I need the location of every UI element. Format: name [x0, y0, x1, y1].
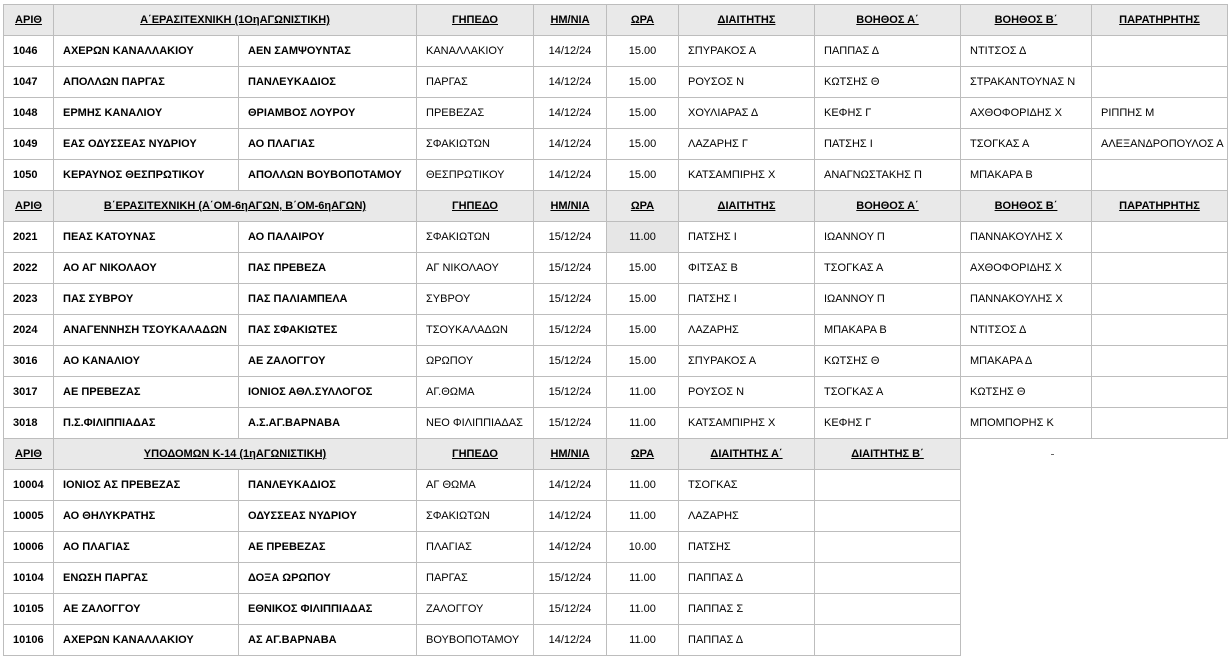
match-row [4, 594, 1228, 625]
home-team[interactable]: ΑΧΕΡΩΝ ΚΑΝΑΛΛΑΚΙΟΥ [54, 625, 239, 656]
away-team[interactable]: ΑΣ ΑΓ.ΒΑΡΝΑΒΑ [239, 625, 417, 656]
assistant-2[interactable]: ΠΑΝΝΑΚΟΥΛΗΣ Χ [961, 222, 1092, 253]
home-team[interactable]: ΕΑΣ ΟΔΥΣΣΕΑΣ ΝΥΔΡΙΟΥ [54, 129, 239, 160]
date[interactable]: 15/12/24 [534, 346, 607, 377]
home-team[interactable]: ΑΟ ΑΓ ΝΙΚΟΛΑΟΥ [54, 253, 239, 284]
date[interactable]: 14/12/24 [534, 160, 607, 191]
match-row [4, 36, 1228, 67]
header-referee-b[interactable]: ΔΙΑΙΤΗΤΗΣ Β΄ [815, 439, 961, 470]
field[interactable]: ΝΕΟ ΦΙΛΙΠΠΙΑΔΑΣ [417, 408, 534, 439]
home-team[interactable]: ΠΑΣ ΣΥΒΡΟΥ [54, 284, 239, 315]
time[interactable]: 15.00 [607, 129, 679, 160]
observer[interactable] [1092, 346, 1228, 377]
match-code[interactable]: 1047 [4, 67, 54, 98]
match-code[interactable]: 10104 [4, 563, 54, 594]
observer[interactable] [1092, 160, 1228, 191]
header-code[interactable]: ΑΡΙΘ [4, 191, 54, 222]
time[interactable]: 10.00 [607, 532, 679, 563]
match-row [4, 532, 1228, 563]
time[interactable]: 11.00 [607, 625, 679, 656]
header-code[interactable]: ΑΡΙΘ [4, 439, 54, 470]
header-date[interactable]: ΗΜ/ΝΙΑ [534, 439, 607, 470]
header-assistant-2[interactable]: ΒΟΗΘΟΣ Β΄ [961, 5, 1092, 36]
away-team[interactable]: ΑΠΟΛΛΩΝ ΒΟΥΒΟΠΟΤΑΜΟΥ [239, 160, 417, 191]
empty-cell [1092, 439, 1228, 470]
assistant-2[interactable]: ΚΩΤΣΗΣ Θ [961, 377, 1092, 408]
away-team[interactable]: ΠΑΣ ΣΦΑΚΙΩΤΕΣ [239, 315, 417, 346]
time[interactable]: 15.00 [607, 36, 679, 67]
match-code[interactable]: 1046 [4, 36, 54, 67]
assistant-1[interactable]: ΚΩΤΣΗΣ Θ [815, 346, 961, 377]
match-code[interactable]: 1048 [4, 98, 54, 129]
assistant-2[interactable]: ΝΤΙΤΣΟΣ Δ [961, 36, 1092, 67]
referee[interactable]: ΚΑΤΣΑΜΠΙΡΗΣ Χ [679, 160, 815, 191]
header-date[interactable]: ΗΜ/ΝΙΑ [534, 191, 607, 222]
match-row [4, 315, 1228, 346]
away-team[interactable]: ΠΑΣ ΠΑΛΙΑΜΠΕΛΑ [239, 284, 417, 315]
referee-a[interactable]: ΠΑΠΠΑΣ Δ [679, 563, 815, 594]
away-team[interactable]: ΑΕΝ ΣΑΜΨΟΥΝΤΑΣ [239, 36, 417, 67]
time[interactable]: 15.00 [607, 253, 679, 284]
field[interactable]: ΠΑΡΓΑΣ [417, 67, 534, 98]
assistant-2[interactable]: ΜΠΟΜΠΟΡΗΣ Κ [961, 408, 1092, 439]
away-team[interactable]: ΑΕ ΖΑΛΟΓΓΟΥ [239, 346, 417, 377]
time[interactable]: 11.00 [607, 501, 679, 532]
field[interactable]: ΣΦΑΚΙΩΤΩΝ [417, 129, 534, 160]
assistant-1[interactable]: ΙΩΑΝΝΟΥ Π [815, 284, 961, 315]
header-referee-a[interactable]: ΔΙΑΙΤΗΤΗΣ Α΄ [679, 439, 815, 470]
referee-b[interactable] [815, 594, 961, 625]
away-team[interactable]: ΠΑΣ ΠΡΕΒΕΖΑ [239, 253, 417, 284]
referee-b[interactable] [815, 501, 961, 532]
assistant-2[interactable]: ΤΣΟΓΚΑΣ Α [961, 129, 1092, 160]
date[interactable]: 14/12/24 [534, 470, 607, 501]
match-row [4, 625, 1228, 656]
section-header-row [4, 5, 1228, 36]
referee-b[interactable] [815, 625, 961, 656]
observer[interactable] [1092, 222, 1228, 253]
field[interactable]: ΒΟΥΒΟΠΟΤΑΜΟΥ [417, 625, 534, 656]
observer[interactable]: ΑΛΕΞΑΝΔΡΟΠΟΥΛΟΣ Α [1092, 129, 1228, 160]
match-row [4, 67, 1228, 98]
observer[interactable] [1092, 253, 1228, 284]
date[interactable]: 15/12/24 [534, 253, 607, 284]
section-title[interactable]: Α΄ΕΡΑΣΙΤΕΧΝΙΚΗ (1ΟηΑΓΩΝΙΣΤΙΚΗ) [54, 5, 417, 36]
referee-a[interactable]: ΠΑΤΣΗΣ [679, 532, 815, 563]
date[interactable]: 15/12/24 [534, 284, 607, 315]
observer[interactable] [1092, 67, 1228, 98]
match-code[interactable]: 2023 [4, 284, 54, 315]
section-title[interactable]: ΥΠΟΔΟΜΩΝ Κ-14 (1ηΑΓΩΝΙΣΤΙΚΗ) [54, 439, 417, 470]
assistant-2[interactable]: ΑΧΘΟΦΟΡΙΔΗΣ Χ [961, 98, 1092, 129]
referee[interactable]: ΠΑΤΣΗΣ Ι [679, 284, 815, 315]
home-team[interactable]: ΠΕΑΣ ΚΑΤΟΥΝΑΣ [54, 222, 239, 253]
match-code[interactable]: 3018 [4, 408, 54, 439]
header-field[interactable]: ΓΗΠΕΔΟ [417, 191, 534, 222]
home-team[interactable]: ΑΠΟΛΛΩΝ ΠΑΡΓΑΣ [54, 67, 239, 98]
time[interactable]: 11.00 [607, 563, 679, 594]
referee-a[interactable]: ΠΑΠΠΑΣ Δ [679, 625, 815, 656]
referee[interactable]: ΧΟΥΛΙΑΡΑΣ Δ [679, 98, 815, 129]
observer[interactable]: ΡΙΠΠΗΣ Μ [1092, 98, 1228, 129]
header-code[interactable]: ΑΡΙΘ [4, 5, 54, 36]
assistant-2[interactable]: ΠΑΝΝΑΚΟΥΛΗΣ Χ [961, 284, 1092, 315]
referee-a[interactable]: ΛΑΖΑΡΗΣ [679, 501, 815, 532]
home-team[interactable]: ΑΟ ΚΑΝΑΛΙΟΥ [54, 346, 239, 377]
header-observer[interactable]: ΠΑΡΑΤΗΡΗΤΗΣ [1092, 191, 1228, 222]
away-team[interactable]: ΑΕ ΠΡΕΒΕΖΑΣ [239, 532, 417, 563]
match-code[interactable]: 10106 [4, 625, 54, 656]
home-team[interactable]: ΕΡΜΗΣ ΚΑΝΑΛΙΟΥ [54, 98, 239, 129]
referee-b[interactable] [815, 470, 961, 501]
time[interactable]: 11.00 [607, 408, 679, 439]
field[interactable]: ΠΑΡΓΑΣ [417, 563, 534, 594]
match-row [4, 129, 1228, 160]
home-team[interactable]: ΑΟ ΠΛΑΓΙΑΣ [54, 532, 239, 563]
observer[interactable] [1092, 408, 1228, 439]
home-team[interactable]: ΑΟ ΘΗΛΥΚΡΑΤΗΣ [54, 501, 239, 532]
home-team[interactable]: ΑΕ ΠΡΕΒΕΖΑΣ [54, 377, 239, 408]
date[interactable]: 14/12/24 [534, 67, 607, 98]
referee-b[interactable] [815, 563, 961, 594]
assistant-1[interactable]: ΑΝΑΓΝΩΣΤΑΚΗΣ Π [815, 160, 961, 191]
home-team[interactable]: ΕΝΩΣΗ ΠΑΡΓΑΣ [54, 563, 239, 594]
field[interactable]: ΤΣΟΥΚΑΛΑΔΩΝ [417, 315, 534, 346]
header-field[interactable]: ΓΗΠΕΔΟ [417, 5, 534, 36]
away-team[interactable]: ΕΘΝΙΚΟΣ ΦΙΛΙΠΠΙΑΔΑΣ [239, 594, 417, 625]
match-row [4, 563, 1228, 594]
match-code[interactable]: 10105 [4, 594, 54, 625]
away-team[interactable]: ΙΟΝΙΟΣ ΑΘΛ.ΣΥΛΛΟΓΟΣ [239, 377, 417, 408]
home-team[interactable]: ΚΕΡΑΥΝΟΣ ΘΕΣΠΡΩΤΙΚΟΥ [54, 160, 239, 191]
time[interactable]: 15.00 [607, 284, 679, 315]
referee-a[interactable]: ΤΣΟΓΚΑΣ [679, 470, 815, 501]
match-code[interactable]: 10004 [4, 470, 54, 501]
time[interactable]: 15.00 [607, 67, 679, 98]
header-referee[interactable]: ΔΙΑΙΤΗΤΗΣ [679, 191, 815, 222]
referee[interactable]: ΣΠΥΡΑΚΟΣ Α [679, 346, 815, 377]
match-row [4, 408, 1228, 439]
field[interactable]: ΣΥΒΡΟΥ [417, 284, 534, 315]
date[interactable]: 15/12/24 [534, 594, 607, 625]
match-row [4, 501, 1228, 532]
assistant-2[interactable]: ΑΧΘΟΦΟΡΙΔΗΣ Χ [961, 253, 1092, 284]
match-row [4, 470, 1228, 501]
observer[interactable] [1092, 377, 1228, 408]
field[interactable]: ΘΕΣΠΡΩΤΙΚΟΥ [417, 160, 534, 191]
field[interactable]: ΚΑΝΑΛΛΑΚΙΟΥ [417, 36, 534, 67]
home-team[interactable]: ΑΧΕΡΩΝ ΚΑΝΑΛΛΑΚΙΟΥ [54, 36, 239, 67]
header-assistant-1[interactable]: ΒΟΗΘΟΣ Α΄ [815, 191, 961, 222]
match-row [4, 160, 1228, 191]
referee[interactable]: ΛΑΖΑΡΗΣ [679, 315, 815, 346]
away-team[interactable]: ΠΑΝΛΕΥΚΑΔΙΟΣ [239, 470, 417, 501]
away-team[interactable]: ΑΟ ΠΑΛΑΙΡΟΥ [239, 222, 417, 253]
assistant-2[interactable]: ΣΤΡΑΚΑΝΤΟΥΝΑΣ Ν [961, 67, 1092, 98]
referee[interactable]: ΠΑΤΣΗΣ Ι [679, 222, 815, 253]
match-row [4, 98, 1228, 129]
date[interactable]: 14/12/24 [534, 98, 607, 129]
observer[interactable] [1092, 284, 1228, 315]
match-code[interactable]: 10006 [4, 532, 54, 563]
assistant-1[interactable]: ΠΑΠΠΑΣ Δ [815, 36, 961, 67]
match-row [4, 222, 1228, 253]
assistant-1[interactable]: ΚΕΦΗΣ Γ [815, 408, 961, 439]
assistant-1[interactable]: ΚΕΦΗΣ Γ [815, 98, 961, 129]
assistant-1[interactable]: ΚΩΤΣΗΣ Θ [815, 67, 961, 98]
header-field[interactable]: ΓΗΠΕΔΟ [417, 439, 534, 470]
section-title[interactable]: Β΄ΕΡΑΣΙΤΕΧΝΙΚΗ (Α΄ΟΜ-6ηΑΓΩΝ, Β΄ΟΜ-6ηΑΓΩΝ) [54, 191, 417, 222]
match-row [4, 284, 1228, 315]
header-referee[interactable]: ΔΙΑΙΤΗΤΗΣ [679, 5, 815, 36]
home-team[interactable]: Π.Σ.ΦΙΛΙΠΠΙΑΔΑΣ [54, 408, 239, 439]
match-schedule-sheet [3, 4, 1228, 656]
assistant-2[interactable]: ΜΠΑΚΑΡΑ Β [961, 160, 1092, 191]
field[interactable]: ΣΦΑΚΙΩΤΩΝ [417, 501, 534, 532]
assistant-2[interactable]: ΝΤΙΤΣΟΣ Δ [961, 315, 1092, 346]
match-code[interactable]: 3017 [4, 377, 54, 408]
date[interactable]: 14/12/24 [534, 501, 607, 532]
date[interactable]: 14/12/24 [534, 36, 607, 67]
time[interactable]: 11.00 [607, 594, 679, 625]
date[interactable]: 14/12/24 [534, 532, 607, 563]
assistant-1[interactable]: ΠΑΤΣΗΣ Ι [815, 129, 961, 160]
home-team[interactable]: ΙΟΝΙΟΣ ΑΣ ΠΡΕΒΕΖΑΣ [54, 470, 239, 501]
match-code[interactable]: 2022 [4, 253, 54, 284]
match-row [4, 253, 1228, 284]
header-observer[interactable]: ΠΑΡΑΤΗΡΗΤΗΣ [1092, 5, 1228, 36]
field[interactable]: ΑΓ.ΘΩΜΑ [417, 377, 534, 408]
section-header-row [4, 439, 1228, 470]
field[interactable]: ΑΓ ΝΙΚΟΛΑΟΥ [417, 253, 534, 284]
match-code[interactable]: 1050 [4, 160, 54, 191]
referee[interactable]: ΛΑΖΑΡΗΣ Γ [679, 129, 815, 160]
date[interactable]: 15/12/24 [534, 377, 607, 408]
section-header-row [4, 191, 1228, 222]
referee-b[interactable] [815, 532, 961, 563]
away-team[interactable]: ΔΟΞΑ ΩΡΩΠΟΥ [239, 563, 417, 594]
header-assistant-2[interactable]: ΒΟΗΘΟΣ Β΄ [961, 191, 1092, 222]
header-assistant-1[interactable]: ΒΟΗΘΟΣ Α΄ [815, 5, 961, 36]
header-time[interactable]: ΩΡΑ [607, 191, 679, 222]
assistant-1[interactable]: ΤΣΟΓΚΑΣ Α [815, 377, 961, 408]
date[interactable]: 15/12/24 [534, 408, 607, 439]
home-team[interactable]: ΑΕ ΖΑΛΟΓΓΟΥ [54, 594, 239, 625]
assistant-2[interactable]: ΜΠΑΚΑΡΑ Δ [961, 346, 1092, 377]
field[interactable]: ΑΓ ΘΩΜΑ [417, 470, 534, 501]
away-team[interactable]: ΘΡΙΑΜΒΟΣ ΛΟΥΡΟΥ [239, 98, 417, 129]
time[interactable]: 15.00 [607, 98, 679, 129]
time-selected-cell[interactable]: 11.00 [607, 222, 679, 253]
match-code[interactable]: 1049 [4, 129, 54, 160]
header-time[interactable]: ΩΡΑ [607, 439, 679, 470]
date[interactable]: 15/12/24 [534, 315, 607, 346]
time[interactable]: 11.00 [607, 470, 679, 501]
assistant-1[interactable]: ΜΠΑΚΑΡΑ Β [815, 315, 961, 346]
time[interactable]: 15.00 [607, 315, 679, 346]
referee[interactable]: ΡΟΥΣΟΣ Ν [679, 377, 815, 408]
field[interactable]: ΠΡΕΒΕΖΑΣ [417, 98, 534, 129]
time[interactable]: 15.00 [607, 346, 679, 377]
match-code[interactable]: 3016 [4, 346, 54, 377]
assistant-1[interactable]: ΙΩΑΝΝΟΥ Π [815, 222, 961, 253]
field[interactable]: ΩΡΩΠΟΥ [417, 346, 534, 377]
match-row [4, 377, 1228, 408]
date[interactable]: 15/12/24 [534, 563, 607, 594]
referee[interactable]: ΡΟΥΣΟΣ Ν [679, 67, 815, 98]
date[interactable]: 15/12/24 [534, 222, 607, 253]
field[interactable]: ΠΛΑΓΙΑΣ [417, 532, 534, 563]
observer[interactable] [1092, 36, 1228, 67]
header-date[interactable]: ΗΜ/ΝΙΑ [534, 5, 607, 36]
stray-dash-mark [1051, 454, 1054, 455]
time[interactable]: 15.00 [607, 160, 679, 191]
away-team[interactable]: Α.Σ.ΑΓ.ΒΑΡΝΑΒΑ [239, 408, 417, 439]
referee[interactable]: ΦΙΤΣΑΣ Β [679, 253, 815, 284]
header-time[interactable]: ΩΡΑ [607, 5, 679, 36]
home-team[interactable]: ΑΝΑΓΕΝΝΗΣΗ ΤΣΟΥΚΑΛΑΔΩΝ [54, 315, 239, 346]
assistant-1[interactable]: ΤΣΟΓΚΑΣ Α [815, 253, 961, 284]
date[interactable]: 14/12/24 [534, 625, 607, 656]
match-code[interactable]: 2024 [4, 315, 54, 346]
field[interactable]: ΣΦΑΚΙΩΤΩΝ [417, 222, 534, 253]
away-team[interactable]: ΑΟ ΠΛΑΓΙΑΣ [239, 129, 417, 160]
date[interactable]: 14/12/24 [534, 129, 607, 160]
empty-cell [961, 439, 1092, 470]
observer[interactable] [1092, 315, 1228, 346]
match-code[interactable]: 10005 [4, 501, 54, 532]
away-team[interactable]: ΠΑΝΛΕΥΚΑΔΙΟΣ [239, 67, 417, 98]
time[interactable]: 11.00 [607, 377, 679, 408]
match-code[interactable]: 2021 [4, 222, 54, 253]
away-team[interactable]: ΟΔΥΣΣΕΑΣ ΝΥΔΡΙΟΥ [239, 501, 417, 532]
field[interactable]: ΖΑΛΟΓΓΟΥ [417, 594, 534, 625]
referee[interactable]: ΚΑΤΣΑΜΠΙΡΗΣ Χ [679, 408, 815, 439]
referee-a[interactable]: ΠΑΠΠΑΣ Σ [679, 594, 815, 625]
match-row [4, 346, 1228, 377]
referee[interactable]: ΣΠΥΡΑΚΟΣ Α [679, 36, 815, 67]
